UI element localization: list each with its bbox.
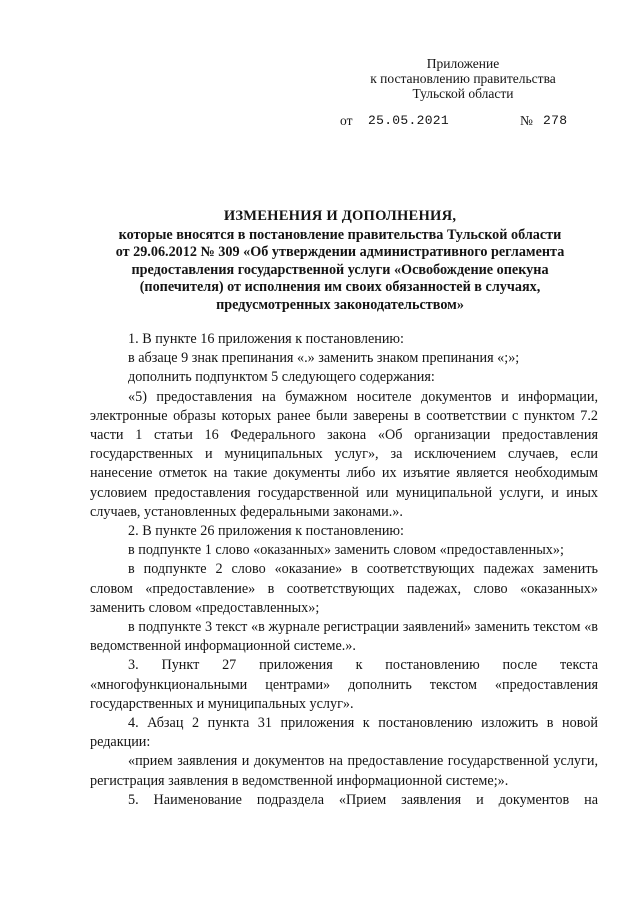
attachment-note: [348, 56, 578, 101]
paragraph: «прием заявления и документов на предоставление государственной услуги, регистрация заявления в ведомственной информационной системе;».: [90, 753, 598, 789]
attachment-line: к постановлению правительства: [370, 71, 556, 86]
attachment-line: Приложение: [426, 56, 500, 71]
paragraph: 1. В пункте 16 приложения к постановлению:: [128, 331, 404, 347]
attachment-line: Тульской области: [412, 86, 514, 101]
paragraph: в подпункте 3 текст «в журнале регистрации заявлений» заменить текстом «в ведомственной информационной системе.».: [90, 619, 598, 655]
page-title: ИЗМЕНЕНИЯ И ДОПОЛНЕНИЯ,: [223, 208, 457, 224]
subtitle-line: предоставления государственной услуги «Освобождение опекуна: [131, 261, 549, 278]
number-label: №: [520, 113, 533, 128]
paragraph: дополнить подпунктом 5 следующего содержания:: [128, 369, 435, 386]
document-number: 278: [543, 113, 568, 128]
subtitle-line: которые вносятся в постановление правительства Тульской области: [118, 226, 562, 243]
document-date: 25.05.2021: [368, 113, 450, 128]
paragraph: 4. Абзац 2 пункта 31 приложения к постановлению изложить в новой редакции:: [90, 715, 598, 751]
paragraph: 5. Наименование подраздела «Прием заявления и документов на: [128, 791, 598, 808]
document-body: [90, 330, 598, 810]
date-prefix: от: [340, 113, 353, 128]
paragraph: в подпункте 2 слово «оказание» в соответствующих падежах заменить словом «предоставление» в соответствующих падежах, слово «оказанных» заменить словом «предоставленных»;: [90, 561, 598, 616]
document-heading: [90, 208, 590, 314]
document-reference: [340, 113, 568, 129]
subtitle-line: от 29.06.2012 № 309 «Об утверждении административного регламента: [115, 244, 565, 260]
subtitle-line: предусмотренных законодательством»: [216, 296, 464, 313]
paragraph: в абзаце 9 знак препинания «.» заменить знаком препинания «;»;: [128, 350, 520, 367]
subtitle-line: (попечителя) от исполнения им своих обязанностей в случаях,: [139, 279, 541, 295]
paragraph: в подпункте 1 слово «оказанных» заменить словом «предоставленных»;: [128, 542, 564, 559]
paragraph: «5) предоставления на бумажном носителе документов и информации, электронные образы которых ранее были заверены в соответствии с пунктом 7.2 части 1 статьи 16 Федерального закона «Об организации предоставления государственных и муниципальных услуг», за исключением случаев, если нанесение отметок на такие документы либо их изъятие является необходимым условием предоставления государственной или муниципальной услуги, и иных случаев, установленных федеральными законами.».: [90, 388, 598, 520]
paragraph: 2. В пункте 26 приложения к постановлению:: [128, 523, 404, 540]
paragraph: 3. Пункт 27 приложения к постановлению после текста «многофункциональными центрами» дополнить текстом «предоставления государственных и муниципальных услуг».: [90, 657, 598, 712]
